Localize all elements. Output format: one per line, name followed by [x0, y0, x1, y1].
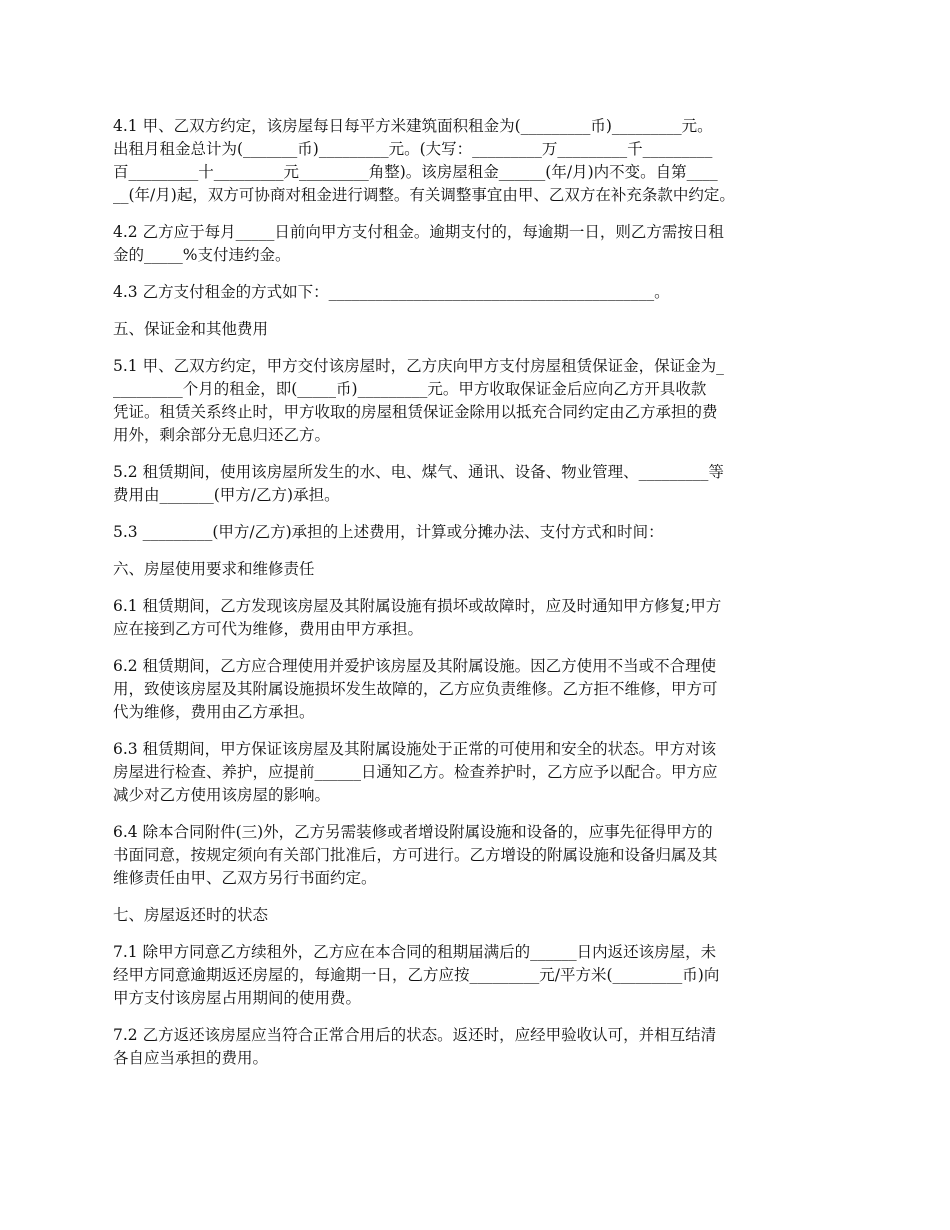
text-line: 各自应当承担的费用。 [113, 1049, 269, 1067]
clause-5-1 [113, 355, 855, 447]
text-line: 6.1 租赁期间，乙方发现该房屋及其附属设施有损坏或故障时，应及时通知甲方修复;甲方 [113, 597, 722, 615]
heading-text: 七、房屋返还时的状态 [113, 906, 269, 924]
clause-6-3 [113, 738, 855, 807]
text-line: 出租月租金总计为(_______币)_________元。(大写：_________万_________千_________ [113, 140, 713, 158]
text-line: 7.2 乙方返还该房屋应当符合正常合用后的状态。返还时，应经甲验收认可，并相互结清 [113, 1026, 717, 1044]
text-line: 甲方支付该房屋占用期间的使用费。 [113, 989, 362, 1007]
section-heading-6 [113, 558, 855, 581]
text-line: 用，致使该房屋及其附属设施损坏发生故障的，乙方应负责维修。乙方拒不维修，甲方可 [113, 680, 718, 698]
text-line: 凭证。租赁关系终止时，甲方收取的房屋租赁保证金除用以抵充合同约定由乙方承担的费 [113, 403, 718, 421]
clause-5-2 [113, 461, 855, 507]
clause-6-4 [113, 821, 855, 890]
text-line: 百_________十_________元_________角整)。该房屋租金______(年/月)内不变。自第____ [113, 163, 718, 181]
text-line: 5.3 _________(甲方/乙方)承担的上述费用，计算或分摊办法、支付方式和时间： [113, 523, 664, 541]
document-page [113, 115, 855, 1084]
heading-text: 六、房屋使用要求和维修责任 [113, 560, 315, 578]
text-line: _________个月的租金，即(_____币)_________元。甲方收取保证金后应向乙方开具收款 [113, 380, 707, 398]
text-line: 5.1 甲、乙双方约定，甲方交付该房屋时，乙方庆向甲方支付房屋租赁保证金，保证金为_ [113, 357, 724, 375]
section-heading-5 [113, 318, 855, 341]
text-line: 房屋进行检查、养护，应提前______日通知乙方。检查养护时，乙方应予以配合。甲方应 [113, 763, 718, 781]
clause-5-3 [113, 521, 855, 544]
clause-4-3 [113, 281, 855, 304]
clause-7-1 [113, 941, 855, 1010]
text-line: 费用由_______(甲方/乙方)承担。 [113, 486, 340, 504]
text-line: 7.1 除甲方同意乙方续租外，乙方应在本合同的租期届满后的______日内返还该房屋，未 [113, 943, 717, 961]
text-line: 用外，剩余部分无息归还乙方。 [113, 426, 331, 444]
text-line: 6.3 租赁期间，甲方保证该房屋及其附属设施处于正常的可使用和安全的状态。甲方对该 [113, 740, 717, 758]
clause-6-2 [113, 655, 855, 724]
text-line: 减少对乙方使用该房屋的影响。 [113, 786, 331, 804]
clause-6-1 [113, 595, 855, 641]
clause-4-2 [113, 221, 855, 267]
text-line: 4.2 乙方应于每月_____日前向甲方支付租金。逾期支付的，每逾期一日，则乙方需按日租 [113, 223, 724, 241]
text-line: 代为维修，费用由乙方承担。 [113, 703, 315, 721]
text-line: 应在接到乙方可代为维修，费用由甲方承担。 [113, 620, 424, 638]
section-heading-7 [113, 904, 855, 927]
text-line: 金的_____%支付违约金。 [113, 246, 291, 264]
heading-text: 五、保证金和其他费用 [113, 320, 269, 338]
text-line: 4.3 乙方支付租金的方式如下：__________________________________________。 [113, 283, 670, 301]
text-line: 4.1 甲、乙双方约定，该房屋每日每平方米建筑面积租金为(_________币)_________元。 [113, 117, 713, 135]
text-line: 5.2 租赁期间，使用该房屋所发生的水、电、煤气、通讯、设备、物业管理、_________等 [113, 463, 724, 481]
clause-4-1 [113, 115, 855, 207]
text-line: 6.2 租赁期间，乙方应合理使用并爱护该房屋及其附属设施。因乙方使用不当或不合理使 [113, 657, 717, 675]
text-line: __(年/月)起，双方可协商对租金进行调整。有关调整事宜由甲、乙双方在补充条款中约定。 [113, 186, 735, 204]
clause-7-2 [113, 1024, 855, 1070]
text-line: 6.4 除本合同附件(三)外，乙方另需装修或者增设附属设施和设备的，应事先征得甲方的 [113, 823, 713, 841]
text-line: 书面同意，按规定须向有关部门批准后，方可进行。乙方增设的附属设施和设备归属及其 [113, 846, 718, 864]
text-line: 经甲方同意逾期返还房屋的，每逾期一日，乙方应按_________元/平方米(_________币)向 [113, 966, 720, 984]
text-line: 维修责任由甲、乙双方另行书面约定。 [113, 869, 377, 887]
